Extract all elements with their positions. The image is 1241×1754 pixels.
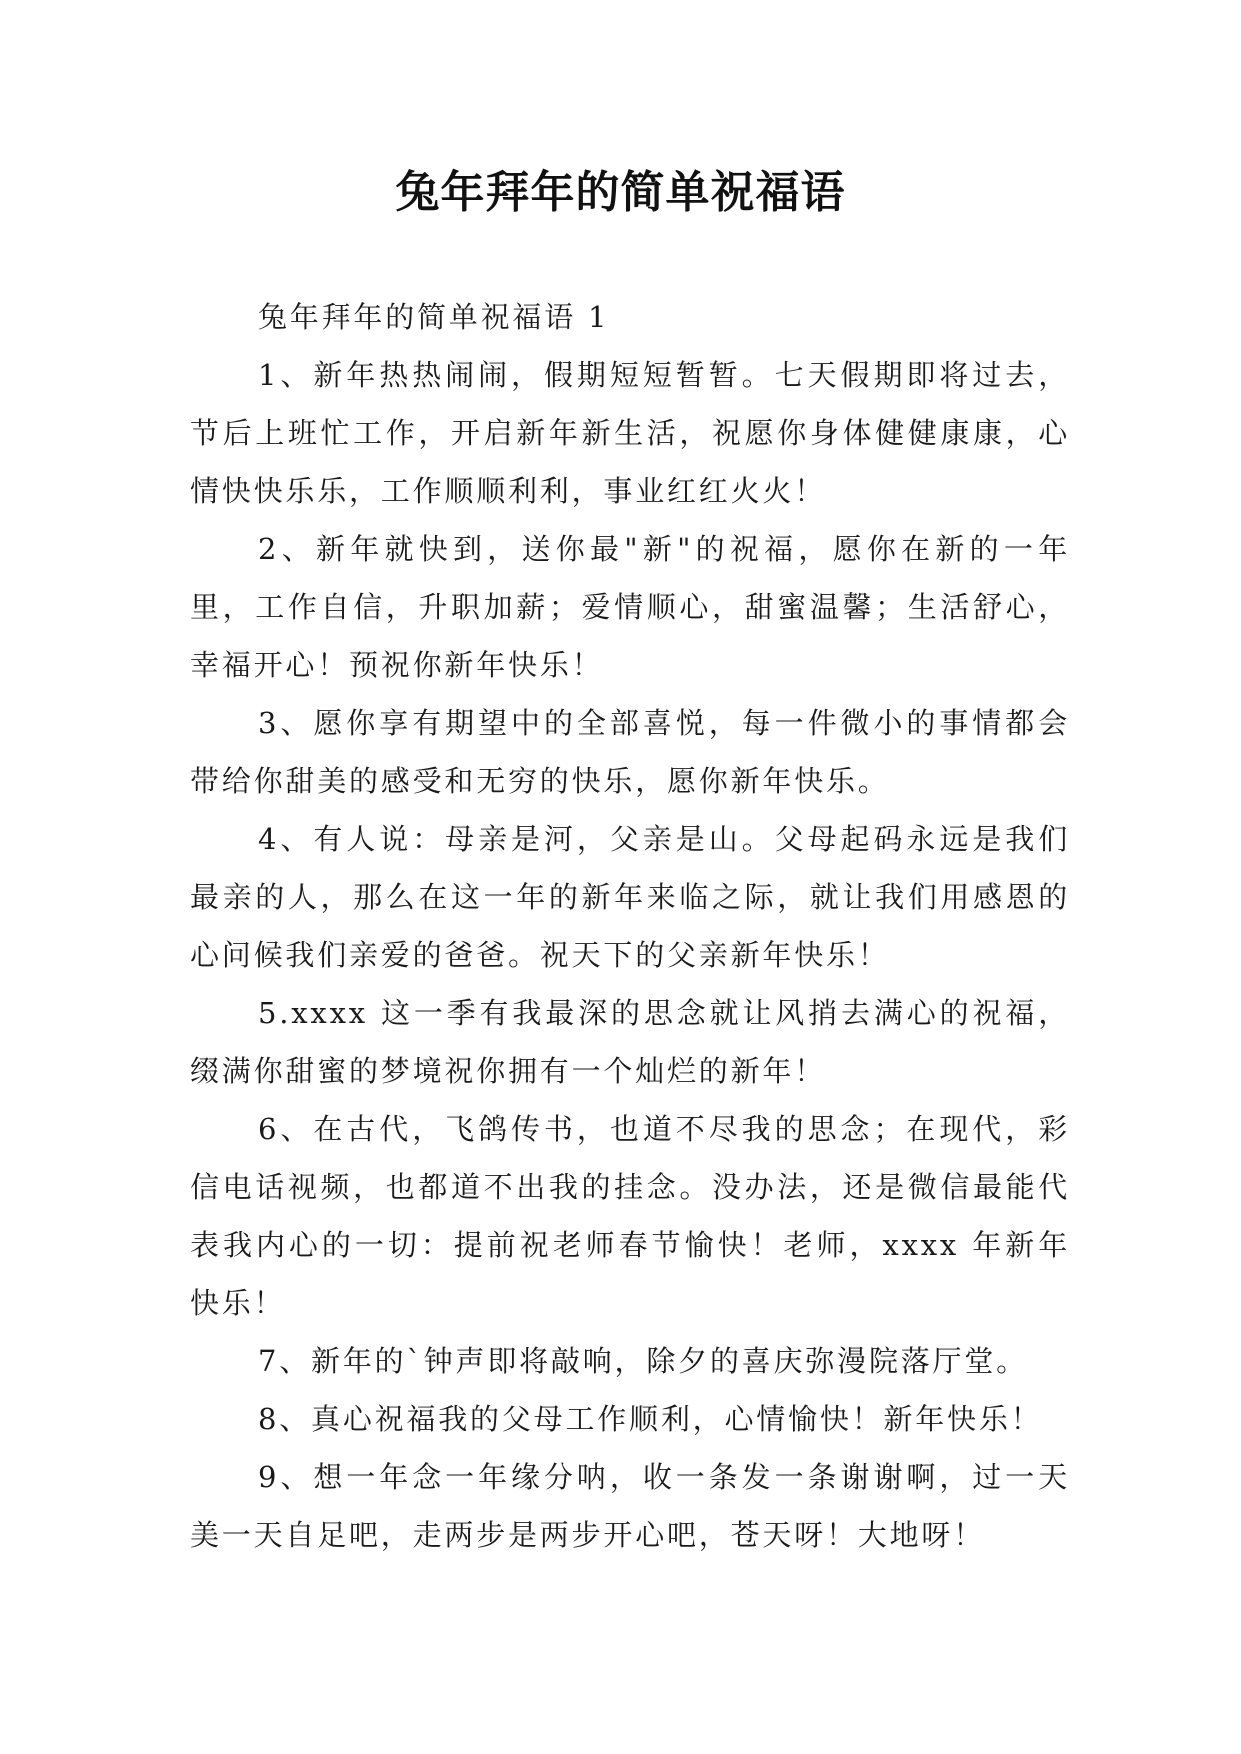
- section-heading: 兔年拜年的简单祝福语 1: [258, 300, 610, 334]
- paragraph-4: 4、有人说：母亲是河，父亲是山。父母起码永远是我们最亲的人，那么在这一年的新年来临之际，就让我们用感恩的心问候我们亲爱的爸爸。祝天下的父亲新年快乐！: [190, 822, 1070, 972]
- paragraph-3: 3、愿你享有期望中的全部喜悦，每一件微小的事情都会带给你甜美的感受和无穷的快乐，愿你新年快乐。: [190, 706, 1070, 798]
- document-body: [190, 288, 1070, 1564]
- paragraph-9: 9、想一年念一年缘分呐，收一条发一条谢谢啊，过一天美一天自足吧，走两步是两步开心吧，苍天呀！大地呀！: [190, 1460, 1070, 1552]
- paragraph-2: 2、新年就快到，送你最"新"的祝福，愿你在新的一年里，工作自信，升职加薪；爱情顺心，甜蜜温馨；生活舒心，幸福开心！预祝你新年快乐！: [190, 532, 1070, 682]
- paragraph-8: 8、真心祝福我的父母工作顺利，心情愉快！新年快乐！: [258, 1402, 1043, 1436]
- paragraph-6: 6、在古代，飞鸽传书，也道不尽我的思念；在现代，彩信电话视频，也都道不出我的挂念。没办法，还是微信最能代表我内心的一切：提前祝老师春节愉快！老师，xxxx 年新年快乐！: [190, 1112, 1070, 1320]
- document-title: 兔年拜年的简单祝福语: [395, 167, 846, 218]
- paragraph-7: 7、新年的`钟声即将敲响，除夕的喜庆弥漫院落厅堂。: [258, 1344, 1028, 1378]
- paragraph-1: 1、新年热热闹闹，假期短短暂暂。七天假期即将过去，节后上班忙工作，开启新年新生活，祝愿你身体健健康康，心情快快乐乐，工作顺顺利利，事业红红火火！: [190, 358, 1070, 508]
- paragraph-5: 5.xxxx 这一季有我最深的思念就让风捎去满心的祝福，缀满你甜蜜的梦境祝你拥有一个灿烂的新年！: [190, 996, 1070, 1088]
